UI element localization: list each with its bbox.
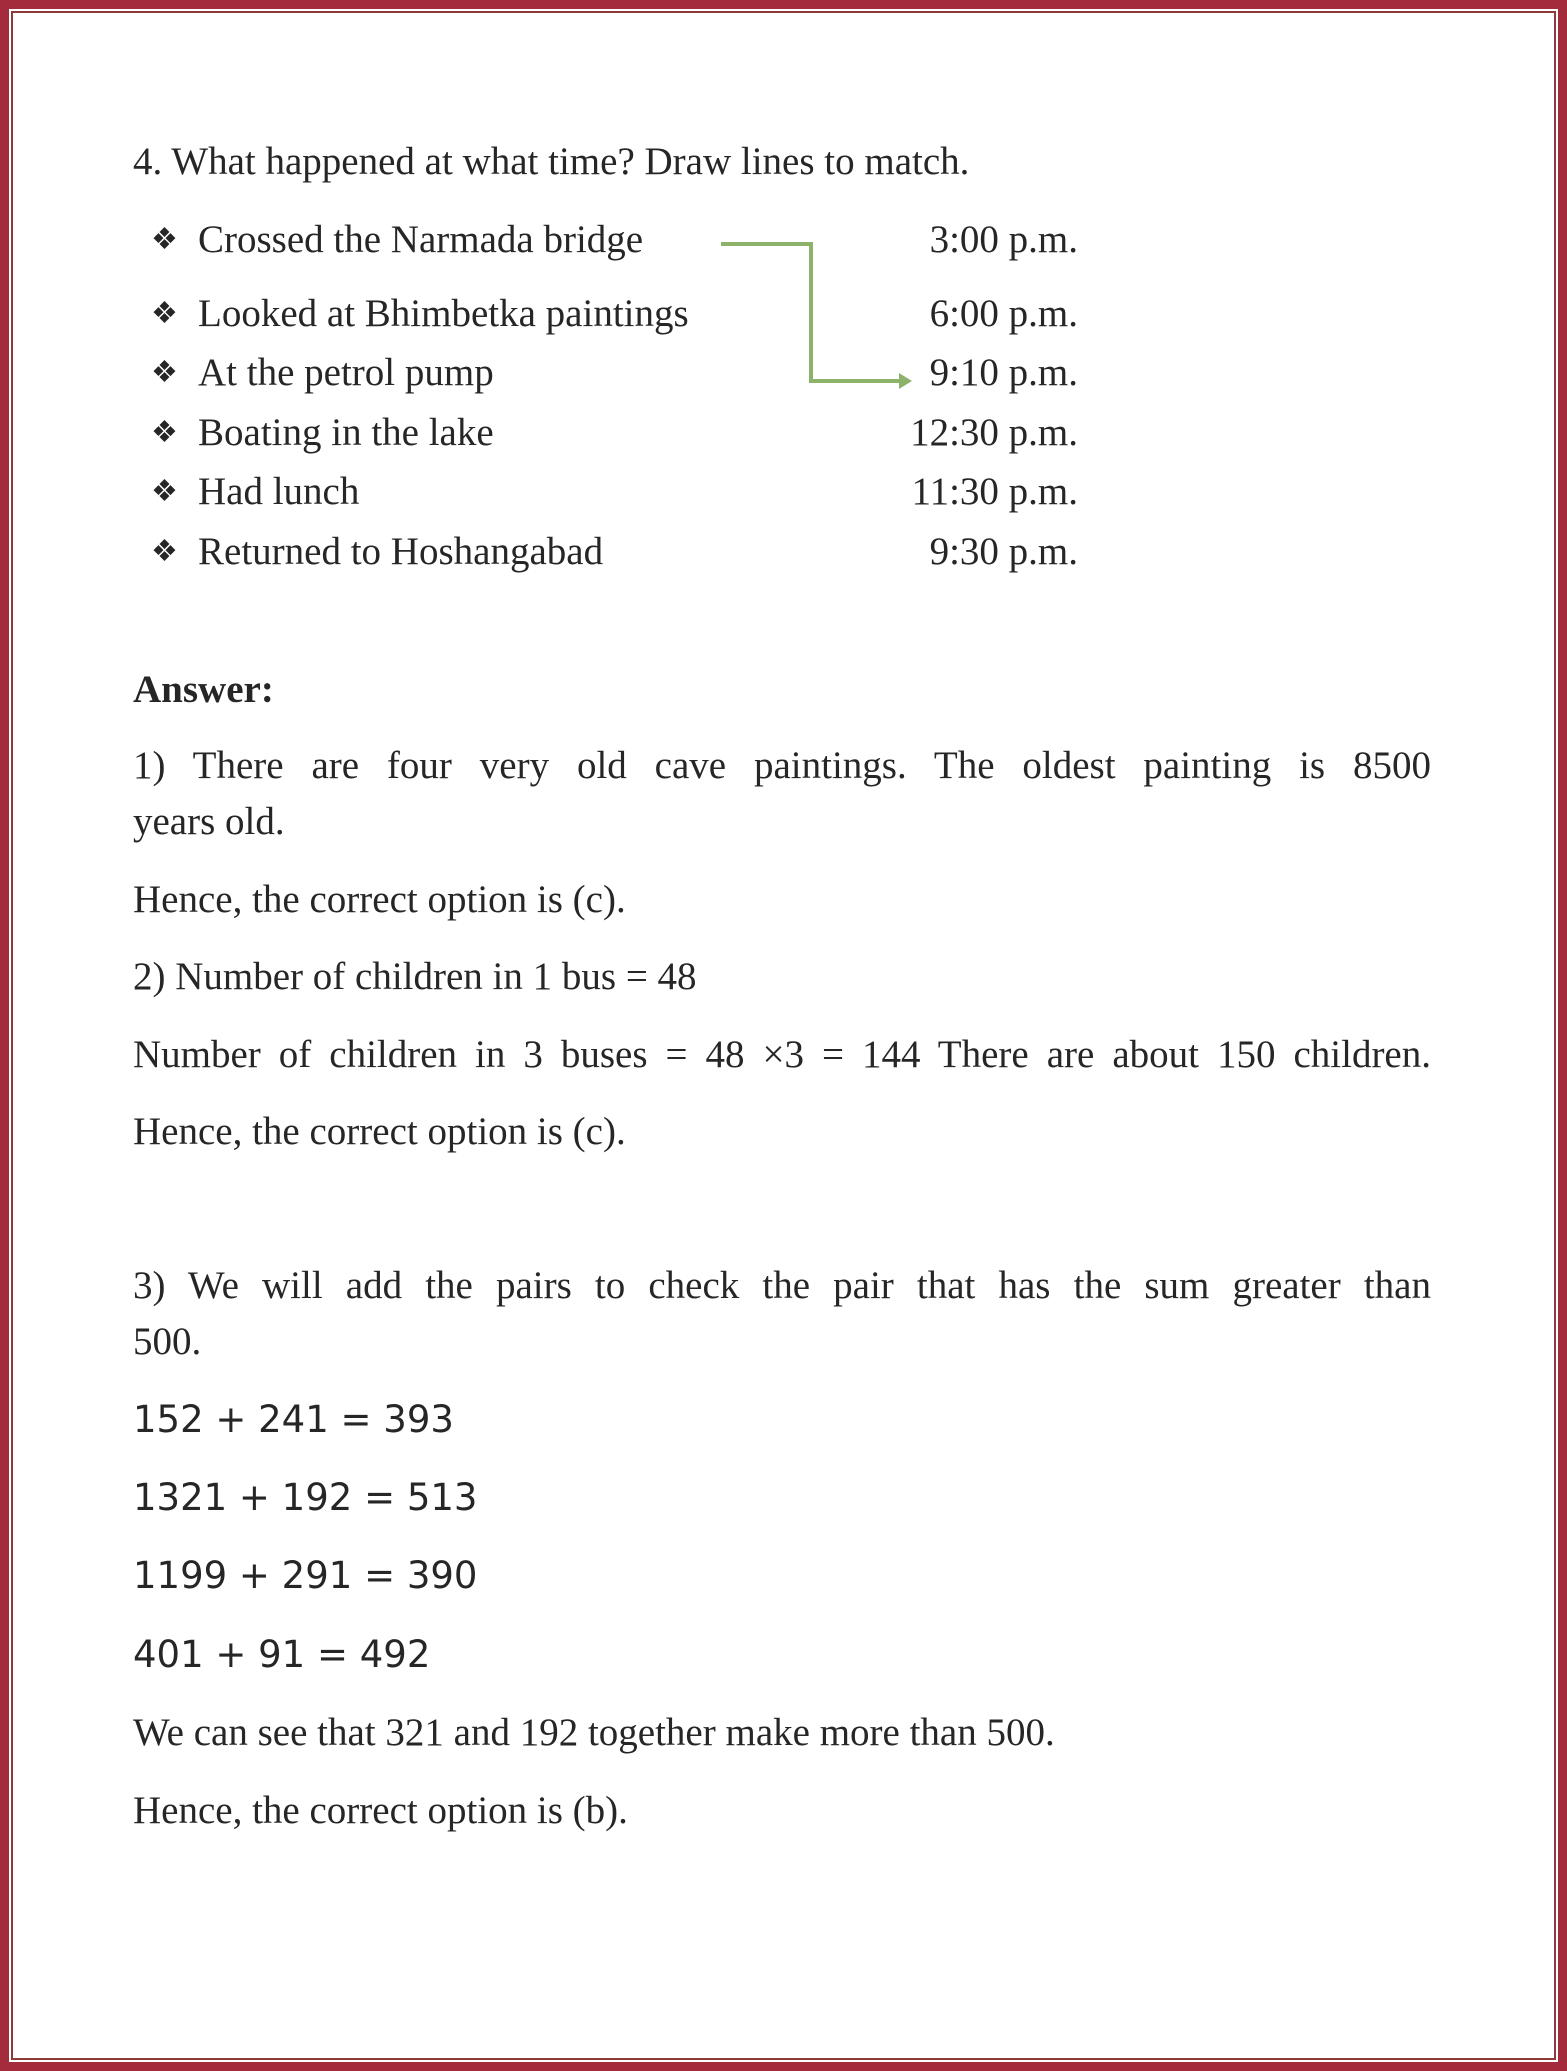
answer-2-line-2: Number of children in 3 buses = 48 ×3 = 144 There are about 150 children. [133,1033,1431,1076]
bullet-icon: ❖ [151,356,178,389]
matching-line-arrow [0,0,1567,700]
answer-3-conclusion: Hence, the correct option is (b). [133,1789,628,1832]
sum-equation: 401 + 91 = 492 [133,1633,431,1676]
event-item: Returned to Hoshangabad [198,530,604,573]
answer-2-line-1: 2) Number of children in 1 bus = 48 [133,955,697,998]
matching-line [721,244,900,381]
time-item: 9:30 p.m. [929,530,1078,573]
bullet-icon: ❖ [151,416,178,449]
answer-heading: Answer: [133,668,274,711]
answer-1-conclusion: Hence, the correct option is (c). [133,878,626,921]
bullet-icon: ❖ [151,223,178,256]
event-item: Boating in the lake [198,411,494,454]
sum-equation: 152 + 241 = 393 [133,1398,454,1441]
arrowhead-icon [899,373,912,389]
time-item: 12:30 p.m. [910,411,1078,454]
time-item: 3:00 p.m. [929,218,1078,261]
answer-2-conclusion: Hence, the correct option is (c). [133,1110,626,1153]
answer-1-line-1: 1) There are four very old cave paintings. The oldest painting is 8500 [133,744,1431,787]
answer-3-line-1: 3) We will add the pairs to check the pair that has the sum greater than [133,1264,1431,1307]
bullet-icon: ❖ [151,297,178,330]
bullet-icon: ❖ [151,535,178,568]
sum-equation: 1199 + 291 = 390 [133,1554,478,1597]
answer-3-line-2: 500. [133,1320,202,1363]
event-item: Crossed the Narmada bridge [198,218,644,261]
answer-1-line-2: years old. [133,800,285,843]
time-item: 6:00 p.m. [929,292,1078,335]
sum-equation: 1321 + 192 = 513 [133,1476,478,1519]
time-item: 11:30 p.m. [911,470,1078,513]
bullet-icon: ❖ [151,475,178,508]
answer-3-note: We can see that 321 and 192 together make more than 500. [133,1711,1055,1754]
time-item: 9:10 p.m. [929,351,1078,394]
question-title: 4. What happened at what time? Draw lines to match. [133,140,970,183]
event-item: Had lunch [198,470,360,513]
event-item: At the petrol pump [198,351,494,394]
event-item: Looked at Bhimbetka paintings [198,292,689,335]
